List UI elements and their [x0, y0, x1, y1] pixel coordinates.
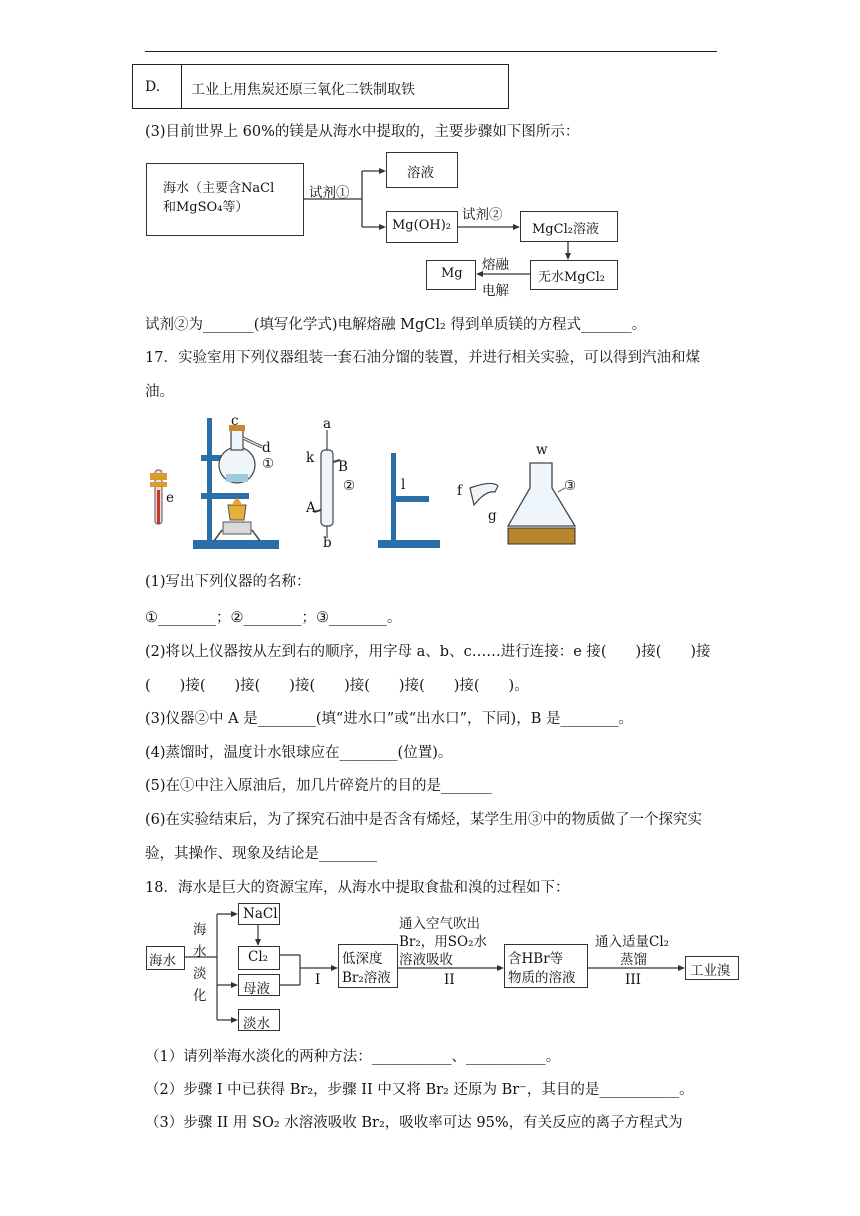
- step2-label: II: [444, 972, 455, 988]
- q17-part2: (2)将以上仪器按从左到右的顺序，用字母 a、b、c……进行连接：e 接( )接( )接: [145, 644, 711, 660]
- label-l: l: [401, 477, 406, 493]
- mgoh2-label: Mg(OH)₂: [392, 218, 451, 233]
- cl2-label: Cl₂: [248, 949, 269, 965]
- low-bromine-label-2: Br₂溶液: [342, 970, 391, 986]
- hbr-solution-label: 含HBr等: [508, 951, 564, 967]
- option-text: 工业上用焦炭还原三氧化二铁制取铁: [191, 82, 415, 98]
- option-label: D.: [145, 79, 161, 95]
- mgcl2-solution-label: MgCl₂溶液: [532, 222, 599, 237]
- solution-label: 溶液: [407, 165, 434, 181]
- fresh-water-label: 淡水: [243, 1016, 270, 1032]
- nacl-label: NaCl: [243, 906, 278, 922]
- seawater-label-2: 和MgSO₄等）: [163, 200, 249, 215]
- label-B: B: [338, 459, 348, 475]
- label-b: b: [323, 535, 332, 551]
- hbr-solution-label-2: 物质的溶液: [508, 970, 576, 986]
- mg-label: Mg: [441, 266, 463, 281]
- label-1: ①: [262, 456, 275, 472]
- q18-part3: （3）步骤 II 用 SO₂ 水溶液吸收 Br₂，吸收率可达 95%，有关反应的离子方程式为: [145, 1115, 683, 1131]
- label-g: g: [488, 508, 497, 524]
- step3-label: III: [625, 972, 641, 988]
- label-e: e: [166, 490, 174, 506]
- label-3: ③: [564, 478, 577, 494]
- label-f: f: [457, 483, 462, 499]
- label-d: d: [262, 440, 271, 456]
- q17-part4: (4)蒸馏时，温度计水银球应在________(位置)。: [145, 745, 453, 761]
- q17-part5: (5)在①中注入原油后，加几片碎瓷片的目的是_______: [145, 778, 492, 794]
- seawater-label-2b: 海水: [149, 953, 176, 969]
- q17-part3: (3)仪器②中 A 是________(填“进水口”或“出水口”，下同)，B 是________。: [145, 711, 633, 727]
- electrolysis-label: 电解: [482, 283, 509, 299]
- seawater-label: 海水（主要含NaCl: [163, 181, 275, 196]
- label-c: c: [231, 413, 239, 429]
- q17-part1-blanks: ①________；②________；③________。: [145, 610, 402, 626]
- air-blow-label-3: 溶液吸收: [399, 952, 453, 968]
- step1-label: I: [315, 972, 321, 988]
- desal-char-3: 淡: [193, 966, 207, 982]
- air-blow-label-2: Br₂，用SO₂水: [399, 934, 488, 950]
- chlorine-label: 通入适量Cl₂: [595, 934, 670, 950]
- industrial-bromine-label: 工业溴: [690, 963, 731, 979]
- q16-part3-intro: (3)目前世界上 60%的镁是从海水中提取的，主要步骤如下图所示：: [145, 124, 580, 140]
- q18-part1: （1）请列举海水淡化的两种方法：___________、___________。: [145, 1049, 561, 1065]
- q18-stem: 18．海水是巨大的资源宝库，从海水中提取食盐和溴的过程如下：: [145, 880, 570, 896]
- reagent2-label: 试剂②: [462, 207, 503, 223]
- q17-part2-cont: ( )接( )接( )接( )接( )接( )接( )。: [145, 678, 529, 694]
- desal-char-4: 化: [193, 988, 207, 1004]
- label-A: A: [306, 500, 316, 516]
- label-w: w: [536, 442, 548, 458]
- reagent1-label: 试剂①: [309, 185, 350, 201]
- q17-stem-line2: 油。: [145, 384, 174, 400]
- q17-part6-cont: 验，其操作、现象及结论是________: [145, 846, 377, 862]
- q17-part6: (6)在实验结束后，为了探究石油中是否含有烯烃，某学生用③中的物质做了一个探究实: [145, 812, 703, 828]
- label-a: a: [323, 416, 332, 432]
- q16-part3-question: 试剂②为_______(填写化学式)电解熔融 MgCl₂ 得到单质镁的方程式_______。: [145, 317, 647, 333]
- label-2: ②: [343, 478, 356, 494]
- desal-char-1: 海: [193, 922, 207, 938]
- distill-label: 蒸馏: [620, 952, 647, 968]
- air-blow-label-1: 通入空气吹出: [399, 916, 480, 932]
- anhydrous-mgcl2-label: 无水MgCl₂: [538, 270, 605, 285]
- q17-part1: (1)写出下列仪器的名称：: [145, 574, 311, 590]
- mother-liquor-label: 母液: [243, 981, 270, 997]
- label-k: k: [306, 450, 315, 466]
- desal-char-2: 水: [193, 944, 207, 960]
- q18-part2: （2）步骤 I 中已获得 Br₂，步骤 II 中又将 Br₂ 还原为 Br⁻，其目的是___________。: [145, 1082, 694, 1098]
- low-bromine-label: 低深度: [342, 951, 383, 967]
- q17-stem-line1: 17．实验室用下列仪器组装一套石油分馏的装置，并进行相关实验，可以得到汽油和煤: [145, 350, 700, 366]
- molten-label: 熔融: [482, 257, 509, 273]
